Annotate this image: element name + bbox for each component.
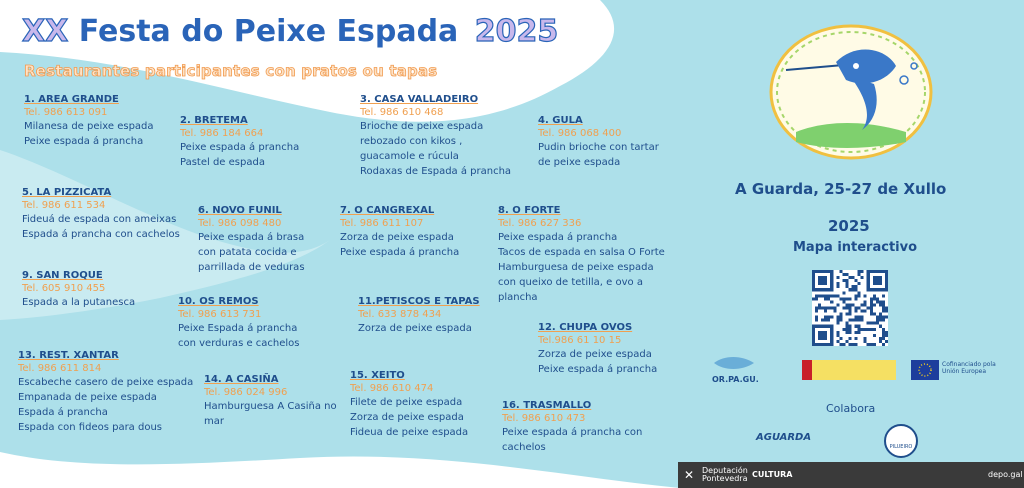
dish-item: Peixe espada á prancha — [180, 142, 300, 153]
restaurant-item[interactable] — [498, 205, 698, 305]
dish-list — [358, 322, 558, 336]
restaurant-phone[interactable]: Tel. 986 068 400 — [538, 128, 622, 139]
dish-item: Espada á prancha con cachelos — [22, 229, 180, 240]
dish-list — [538, 141, 738, 170]
restaurant-name: 13. REST. XANTAR — [18, 350, 119, 361]
restaurant-phone[interactable]: Tel. 986 613 091 — [24, 107, 108, 118]
dish-item: rebozado con kikos , — [360, 136, 463, 147]
qr-code[interactable] — [812, 270, 888, 346]
restaurant-name: 11.PETISCOS E TAPAS — [358, 296, 480, 307]
dish-item: Peixe espada á prancha — [498, 232, 618, 243]
dish-item: Milanesa de peixe espada — [24, 121, 154, 132]
colabora-label: Colabora — [826, 402, 876, 415]
spain-ministry-logo — [802, 360, 896, 380]
cultura-text: CULTURA — [752, 470, 793, 479]
restaurant-item[interactable] — [502, 400, 702, 455]
dish-item: Brioche de peixe espada — [360, 121, 484, 132]
dish-list — [498, 231, 698, 305]
dish-item: Peixe Espada á prancha — [178, 323, 298, 334]
restaurant-phone[interactable]: Tel. 986 611 814 — [18, 363, 102, 374]
restaurant-phone[interactable]: Tel. 986 184 664 — [180, 128, 264, 139]
restaurant-phone[interactable]: Tel. 986 098 480 — [198, 218, 282, 229]
restaurant-phone[interactable]: Tel. 986 610 473 — [502, 413, 586, 424]
pilueiro-logo — [884, 424, 918, 458]
aguarda-logo: AGUARDA — [756, 432, 812, 443]
dish-item: mar — [204, 416, 224, 427]
orpagu-text: OR.PA.GU. — [712, 375, 759, 384]
pilueiro-text: PILUEIRO — [889, 444, 913, 450]
title-year: 2025 — [474, 14, 559, 49]
eu-text: Cofinanciado pola Unión Europea — [942, 361, 996, 375]
restaurant-phone[interactable]: Tel.986 61 10 15 — [538, 335, 622, 346]
restaurant-item[interactable] — [180, 115, 380, 170]
subtitle: Restaurantes participantes con pratos ou tapas — [24, 62, 438, 80]
restaurant-name: 5. LA PIZZICATA — [22, 187, 112, 198]
restaurant-item[interactable] — [18, 350, 218, 435]
dish-item: Espada á prancha — [18, 407, 108, 418]
dish-item: Peixe espada á prancha con — [502, 427, 643, 438]
dish-item: Fideua de peixe espada — [350, 427, 469, 438]
dish-item: Hamburguesa A Casiña no — [204, 401, 337, 412]
dish-item: Filete de peixe espada — [350, 397, 463, 408]
deputacion-text: Deputación Pontevedra — [702, 466, 748, 483]
title-text: Festa do Peixe Espada — [78, 14, 459, 49]
dish-item: Zorza de peixe espada — [350, 412, 464, 423]
dish-item: de peixe espada — [538, 157, 621, 168]
dish-item: Peixe espada á prancha — [340, 247, 460, 258]
dish-item: cachelos — [502, 442, 546, 453]
restaurant-name: 15. XEITO — [350, 370, 405, 381]
footer-bar — [678, 462, 1024, 488]
dish-item: Espada con fideos para dous — [18, 422, 163, 433]
dish-item: Fideuá de espada con ameixas — [22, 214, 177, 225]
restaurant-name: 16. TRASMALLO — [502, 400, 592, 411]
dish-item: Peixe espada á prancha — [24, 136, 144, 147]
page-title — [22, 14, 558, 49]
swordfish-illustration — [766, 22, 936, 162]
dish-item: parrillada de veduras — [198, 262, 305, 273]
restaurant-name: 10. OS REMOS — [178, 296, 259, 307]
dish-item: con verduras e cachelos — [178, 338, 300, 349]
dish-item: con patata cocida e — [198, 247, 297, 258]
dish-item: Zorza de peixe espada — [340, 232, 454, 243]
restaurant-item[interactable] — [178, 296, 378, 351]
dish-list — [180, 141, 380, 170]
dish-item: con queixo de tetilla, e ovo a — [498, 277, 643, 288]
dish-item: guacamole e rúcula — [360, 151, 459, 162]
dish-item: Peixe espada á brasa — [198, 232, 305, 243]
orpagu-logo — [712, 355, 759, 384]
dish-item: Escabeche casero de peixe espada — [18, 377, 194, 388]
restaurant-phone[interactable]: Tel. 986 610 474 — [350, 383, 434, 394]
restaurant-name: 14. A CASIÑA — [204, 374, 279, 385]
dish-item: plancha — [498, 292, 538, 303]
dish-item: Hamburguesa de peixe espada — [498, 262, 654, 273]
restaurant-name: 6. NOVO FUNIL — [198, 205, 282, 216]
dish-item: Zorza de peixe espada — [538, 349, 652, 360]
dish-item: Espada a la putanesca — [22, 297, 136, 308]
restaurant-name: 4. GULA — [538, 115, 583, 126]
restaurant-phone[interactable]: Tel. 986 627 336 — [498, 218, 582, 229]
deputacion-icon: ✕ — [684, 468, 695, 482]
depo-link[interactable]: depo.gal — [988, 470, 1023, 479]
restaurant-item[interactable] — [360, 94, 560, 179]
title-prefix: XX — [22, 14, 69, 49]
restaurant-phone[interactable]: Tel. 986 610 468 — [360, 107, 444, 118]
restaurant-name: 9. SAN ROQUE — [22, 270, 103, 281]
restaurant-item[interactable] — [22, 187, 222, 242]
dish-list — [360, 120, 560, 179]
restaurant-phone[interactable]: Tel. 986 024 996 — [204, 387, 288, 398]
event-year: 2025 — [828, 217, 870, 235]
dish-item: Zorza de peixe espada — [358, 323, 472, 334]
restaurant-phone[interactable]: Tel. 605 910 455 — [22, 283, 106, 294]
restaurant-item[interactable] — [538, 115, 738, 170]
dish-item: Pastel de espada — [180, 157, 265, 168]
dish-list — [538, 348, 738, 377]
restaurant-phone[interactable]: Tel. 986 611 534 — [22, 200, 106, 211]
restaurant-name: 2. BRETEMA — [180, 115, 248, 126]
restaurant-name: 3. CASA VALLADEIRO — [360, 94, 479, 105]
restaurant-name: 12. CHUPA OVOS — [538, 322, 633, 333]
dish-list — [178, 322, 378, 351]
restaurant-phone[interactable]: Tel. 986 611 107 — [340, 218, 424, 229]
dish-list — [22, 213, 222, 242]
restaurant-item[interactable] — [358, 296, 558, 336]
dish-list — [502, 426, 702, 455]
interactive-map-label: Mapa interactivo — [793, 240, 918, 255]
dish-list — [18, 376, 218, 435]
dish-item: Empanada de peixe espada — [18, 392, 157, 403]
restaurant-phone[interactable]: Tel. 986 613 731 — [178, 309, 262, 320]
restaurant-name: 7. O CANGREXAL — [340, 205, 435, 216]
dish-item: Pudin brioche con tartar — [538, 142, 659, 153]
restaurant-item[interactable] — [538, 322, 738, 377]
dish-item: Rodaxas de Espada á prancha — [360, 166, 512, 177]
restaurant-name: 1. AREA GRANDE — [24, 94, 119, 105]
restaurant-name: 8. O FORTE — [498, 205, 561, 216]
restaurant-phone[interactable]: Tel. 633 878 434 — [358, 309, 442, 320]
event-place-date: A Guarda, 25-27 de Xullo — [735, 180, 947, 198]
eu-flag-icon — [911, 360, 939, 380]
dish-item: Peixe espada á prancha — [538, 364, 658, 375]
dish-item: Tacos de espada en salsa O Forte — [498, 247, 665, 258]
